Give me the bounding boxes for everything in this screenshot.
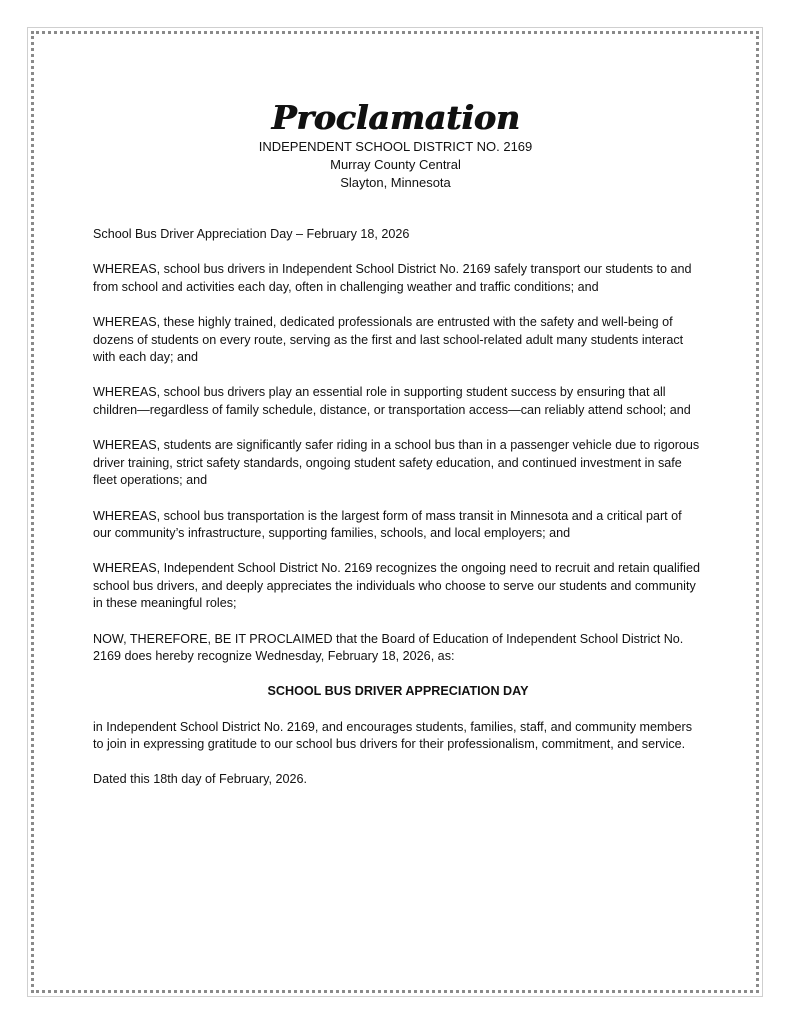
location: Slayton, Minnesota (340, 175, 451, 190)
proclamation-subject: School Bus Driver Appreciation Day – February 18, 2026 (93, 227, 410, 241)
closing-paragraph: in Independent School District No. 2169, and encourages students, families, staff, and community members to join in expressing gratitude to our school bus drivers for their professionalism, commitment, and service. (93, 719, 692, 752)
whereas-paragraph: WHEREAS, students are significantly safer riding in a school bus than in a passenger vehicle due to rigorous driver training, strict safety standards, ongoing student safety education, and continued investment in safe fleet operations; and (93, 438, 700, 488)
whereas-paragraph: WHEREAS, these highly trained, dedicated professionals are entrusted with the safety and well-being of dozens of students on every route, serving as the first and last school-related adult many students interact with each day; and (93, 314, 684, 365)
document-title: Proclamation (271, 98, 520, 137)
school-name: Murray County Central (330, 157, 461, 172)
proclamation-body (93, 226, 703, 807)
whereas-paragraph: WHEREAS, school bus drivers in Independent School District No. 2169 safely transport our students to and from school and activities each day, often in challenging weather and traffic conditions; and (93, 262, 692, 294)
appreciation-day-heading: SCHOOL BUS DRIVER APPRECIATION DAY (267, 684, 529, 699)
whereas-paragraph: WHEREAS, Independent School District No. 2169 recognizes the ongoing need to recruit and retain qualified school bus drivers, and deeply appreciates the individuals who choose to serve our students and community in these meaningful roles; (93, 561, 700, 611)
whereas-paragraph: WHEREAS, school bus drivers play an essential role in supporting student success by ensuring that all children—regardless of family schedule, distance, or transportation access—can reliably attend school; and (93, 385, 691, 417)
dated-line: Dated this 18th day of February, 2026. (93, 772, 307, 787)
proclamation-statement: NOW, THEREFORE, BE IT PROCLAIMED that the Board of Education of Independent School District No. 2169 does hereby recognize Wednesday, February 18, 2026, as: (93, 631, 684, 664)
whereas-paragraph: WHEREAS, school bus transportation is the largest form of mass transit in Minnesota and a critical part of our community’s infrastructure, supporting families, schools, and local employers; and (93, 508, 682, 541)
document-header (0, 98, 791, 192)
district-name: INDEPENDENT SCHOOL DISTRICT NO. 2169 (258, 139, 533, 154)
